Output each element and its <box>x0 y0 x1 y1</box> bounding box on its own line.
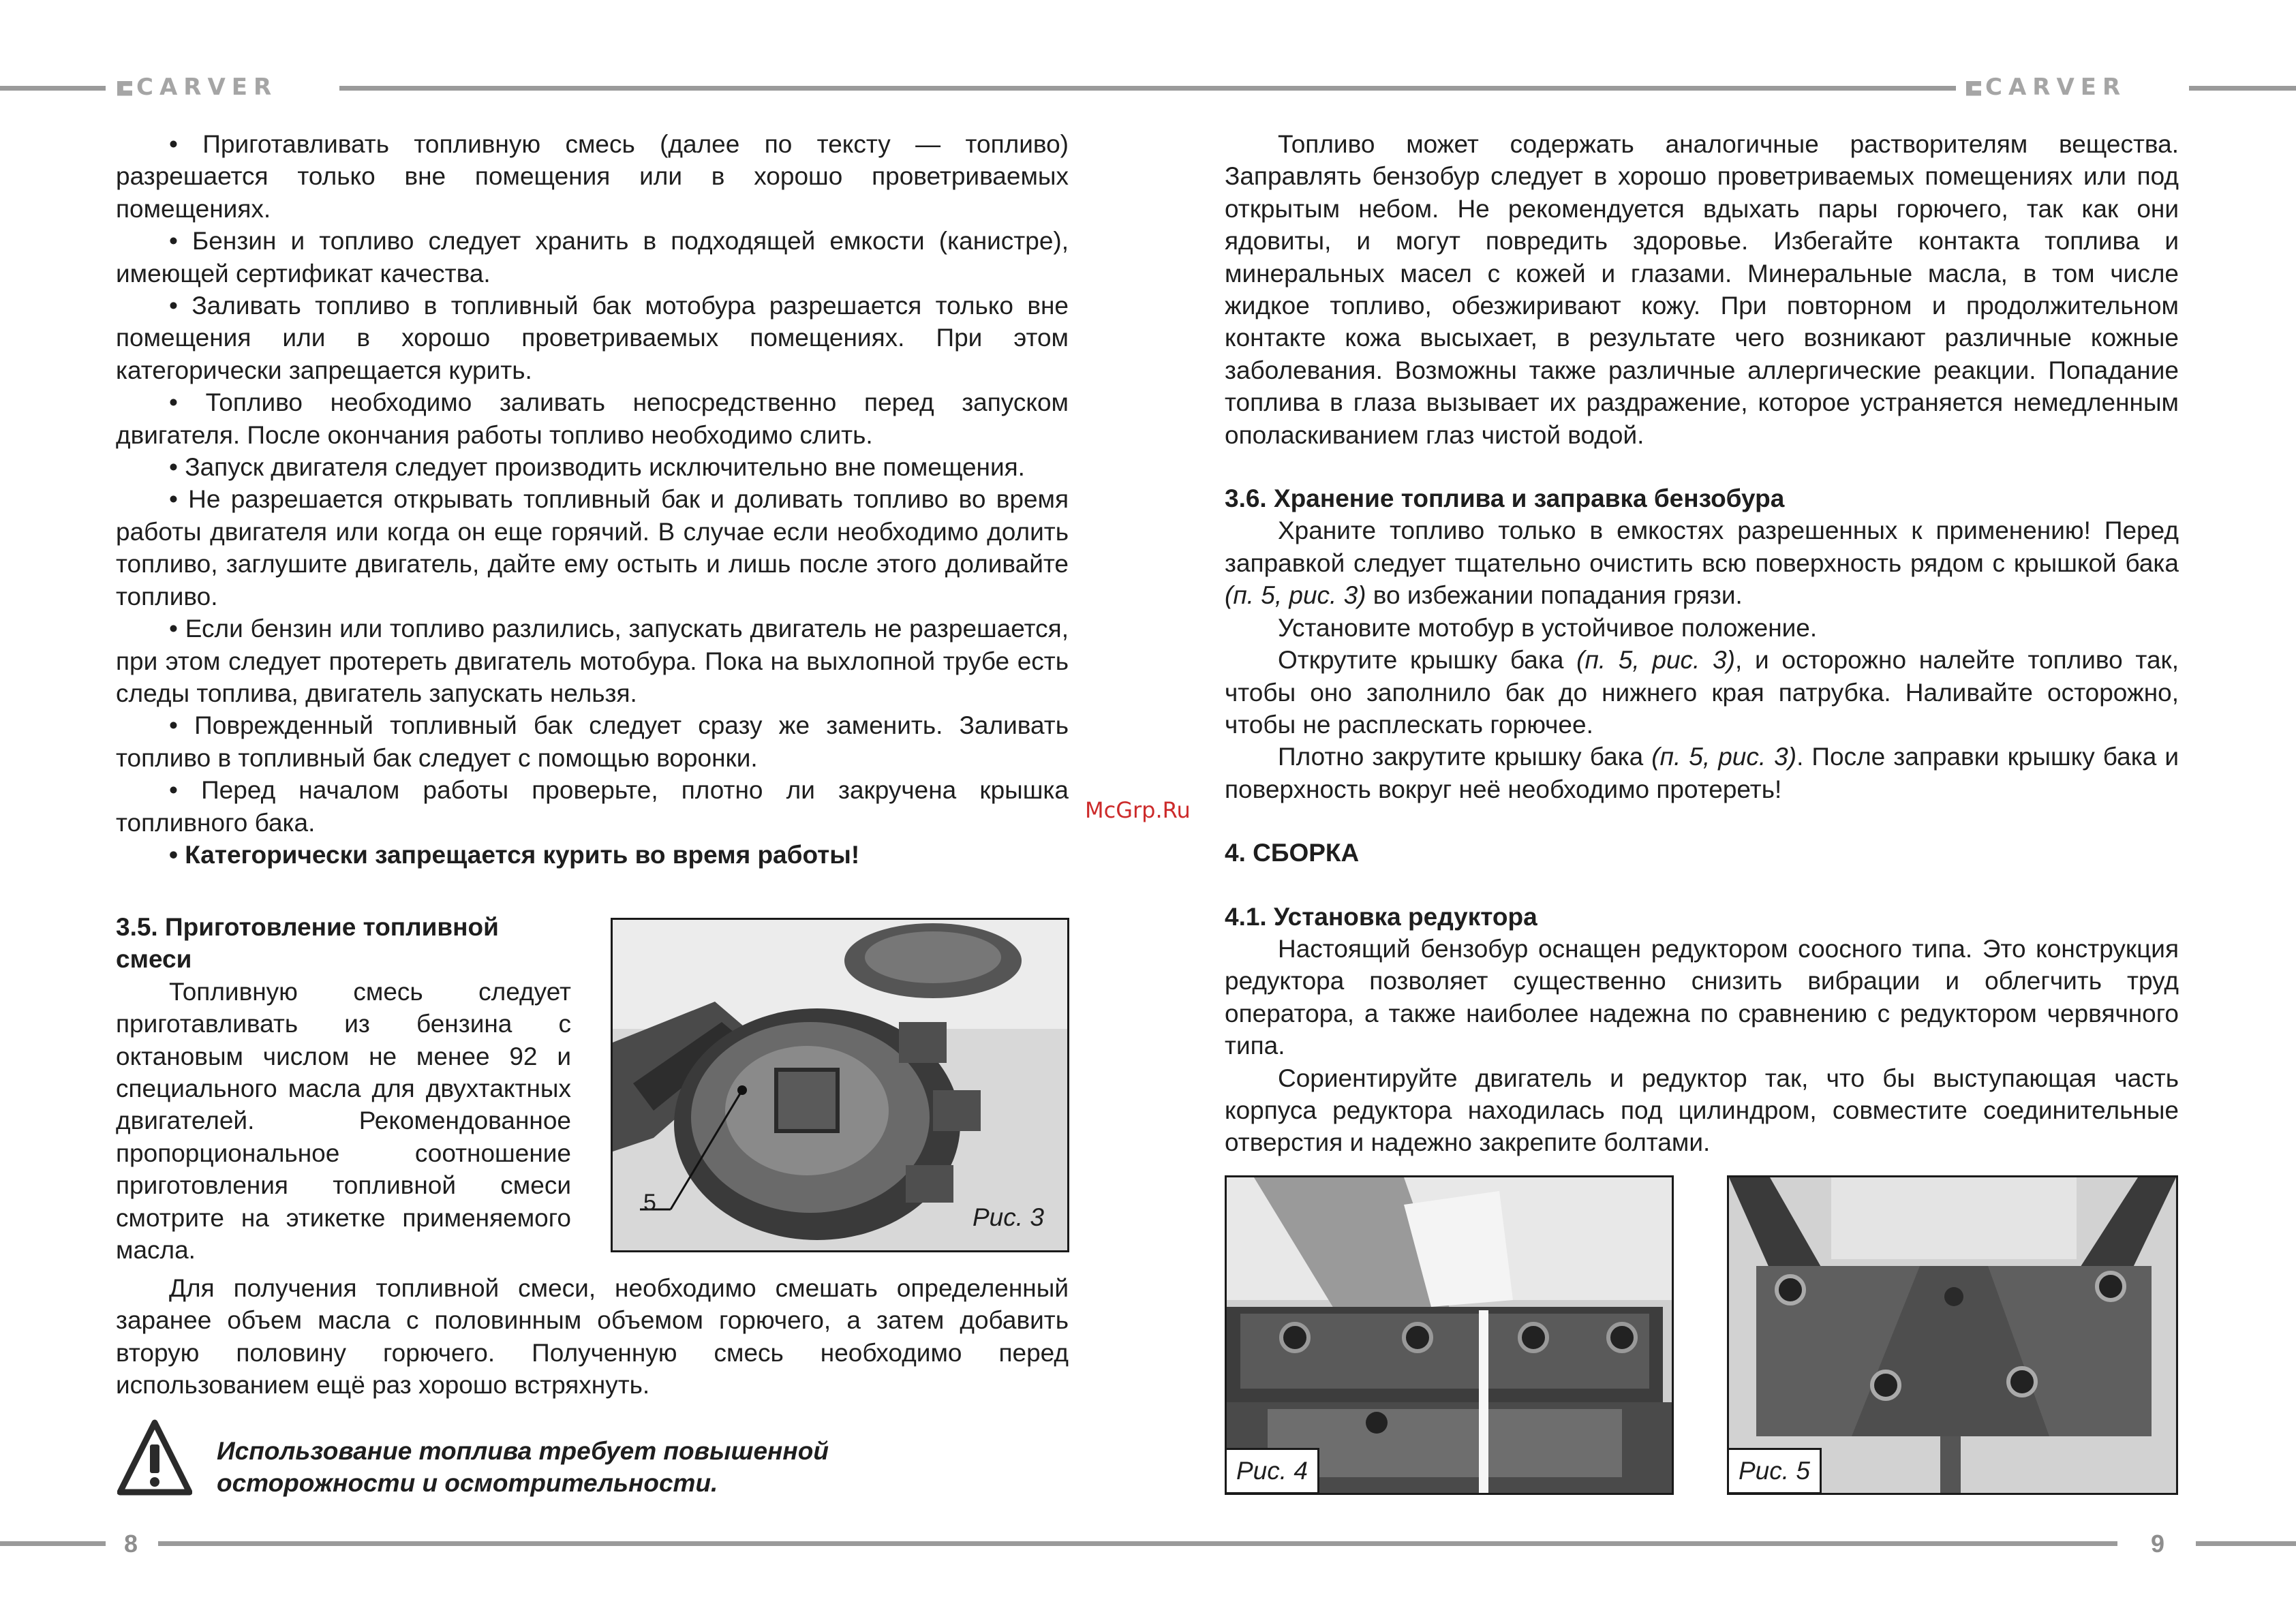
brand-logo-right: CARVER <box>1966 74 2126 101</box>
warning-icon <box>117 1419 192 1499</box>
figure-5-caption: Рис. 5 <box>1727 1448 1822 1494</box>
page-number-left: 8 <box>124 1530 138 1558</box>
section-3-5-cont <box>116 1272 1069 1402</box>
figure-5-gearbox-bolts <box>1727 1175 2178 1495</box>
section-3-5 <box>116 911 571 1266</box>
carver-mark-icon <box>117 81 132 96</box>
gearbox-bolts-photo <box>1729 1177 2176 1493</box>
bullet-item: • Приготавливать топливную смесь (далее по тексту — топливо) разрешается только вне помещения или в хорошо проветриваемых помещениях. <box>116 130 1069 223</box>
section-4-title: 4. СБОРКА <box>1225 839 1360 867</box>
footer-rule-center <box>158 1541 2117 1546</box>
brand-logo-left: CARVER <box>117 74 277 101</box>
section-3-6-paragraph: Храните топливо только в емкостях разрешенных к применению! Перед заправкой следует тщательно очистить всю поверхность рядом с крышкой бака (п. 5, рис. 3) во избежании попадания грязи. <box>1225 516 2179 610</box>
section-3-6-paragraph: Плотно закрутите крышку бака (п. 5, рис. 3). После заправки крышку бака и поверхность вокруг неё необходимо протереть! <box>1225 743 2179 803</box>
section-4-1-paragraph: Сориентируйте двигатель и редуктор так, что бы выступающая часть корпуса редуктора находилась под цилиндром, совместите соединительные отверстия и надежно закрепите болтами. <box>1225 1064 2179 1157</box>
footer-rule-right <box>2196 1541 2296 1546</box>
bullet-item: • Не разрешается открывать топливный бак и доливать топливо во время работы двигателя или когда он еще горячий. В случае если необходимо долить топливо, заглушите двигатель, дайте ему остыть и лишь после этого доливайте топливо. <box>116 485 1069 610</box>
watermark: McGrp.Ru <box>1085 797 1191 823</box>
spacer <box>1225 869 2179 901</box>
header-rule-right <box>2189 86 2296 91</box>
section-3-6-paragraph: Установите мотобур в устойчивое положение. <box>1278 613 1818 642</box>
bullet-item: • Перед началом работы проверьте, плотно ли закручена крышка топливного бака. <box>116 776 1069 837</box>
left-bullets <box>116 128 1069 871</box>
figure-4-gearbox-install <box>1225 1175 1674 1495</box>
intro-paragraph: Топливо может содержать аналогичные растворителям вещества. Заправлять бензобур следует в хорошо проветриваемых помещениях или под открытым небом. Не рекомендуется вдыхать пары горючего, так как они ядовиты, и могут повредить здоровье. Избегайте контакта топлива и минеральных масел с кожей и глазами. Минеральные масла, в том числе жидкое топливо, обезжиривают кожу. При повторном и продолжительном контакте кожа высыхает, в результате чего возникают различные кожные заболевания. Возможны также различные аллергические реакции. Попадание топлива в глаза вызывает их раздражение, которое устраняется немедленным ополаскиванием глаз чистой водой. <box>1225 130 2179 449</box>
bullet-item-bold: • Категорически запрещается курить во время работы! <box>169 840 860 869</box>
header-rule-left <box>0 86 106 91</box>
bullet-item: • Заливать топливо в топливный бак мотобура разрешается только вне помещения или в хорошо проветриваемых помещениях. При этом категорически запрещается курить. <box>116 292 1069 384</box>
section-3-5-paragraph: Для получения топливной смеси, необходимо смешать определенный заранее объем масла с половинным объемом горючего, а затем добавить вторую половину горючего. Полученную смесь необходимо перед использованием ещё раз хорошо встряхнуть. <box>116 1274 1069 1400</box>
bullet-item: • Поврежденный топливный бак следует сразу же заменить. Заливать топливо в топливный бак следует с помощью воронки. <box>116 711 1069 772</box>
bullet-item: • Если бензин или топливо разлились, запускать двигатель не разрешается, при этом следует протереть двигатель мотобура. Пока на выхлопной трубе есть следы топлива, двигатель запускать нельзя. <box>116 615 1069 707</box>
right-column <box>1225 128 2179 1159</box>
header-rule-center <box>339 86 1956 91</box>
warning-text: Использование топлива требует повышенной осторожности и осмотрительности. <box>217 1437 829 1497</box>
fuel-cap-photo <box>613 920 1067 1250</box>
section-3-5-title: 3.5. Приготовление топливной смеси <box>116 913 499 974</box>
section-3-6-title: 3.6. Хранение топлива и заправка бензобура <box>1225 484 1785 513</box>
figure-3-caption: Рис. 3 <box>973 1203 1044 1231</box>
spacer <box>1225 805 2179 837</box>
bullet-item: • Топливо необходимо заливать непосредственно перед запуском двигателя. После окончания работы топливо необходимо слить. <box>116 388 1069 449</box>
section-3-6-paragraph: Открутите крышку бака (п. 5, рис. 3), и осторожно налейте топливо так, чтобы оно заполнило бак до нижнего края патрубка. Наливайте осторожно, чтобы не расплескать горючее. <box>1225 646 2179 739</box>
figure-3-label: 5 <box>643 1190 656 1216</box>
figure-4-caption: Рис. 4 <box>1225 1448 1319 1494</box>
section-3-5-paragraph: Топливную смесь следует приготавливать из бензина с октановым числом не менее 92 и специального масла для двухтактных двигателей. Рекомендованное пропорциональное соотношение приготовления топливной смеси смотрите на этикетке применяемого масла. <box>116 977 571 1265</box>
figure-3-fuel-cap <box>611 918 1069 1252</box>
bullet-item: • Запуск двигателя следует производить исключительно вне помещения. <box>169 453 1025 482</box>
spacer <box>1225 451 2179 482</box>
carver-mark-icon <box>1966 81 1981 96</box>
section-4-1-title: 4.1. Установка редуктора <box>1225 902 1537 931</box>
gearbox-install-photo <box>1227 1177 1672 1493</box>
footer-rule-left <box>0 1541 106 1546</box>
bullet-item: • Бензин и топливо следует хранить в подходящей емкости (канистре), имеющей сертификат качества. <box>116 227 1069 288</box>
section-4-1-paragraph: Настоящий бензобур оснащен редуктором соосного типа. Это конструкция редуктора позволяет существенно снизить вибрации и облегчить труд оператора, а также наиболее надежна по сравнению с редуктором червячного типа. <box>1225 934 2179 1060</box>
page-number-right: 9 <box>2151 1530 2165 1558</box>
